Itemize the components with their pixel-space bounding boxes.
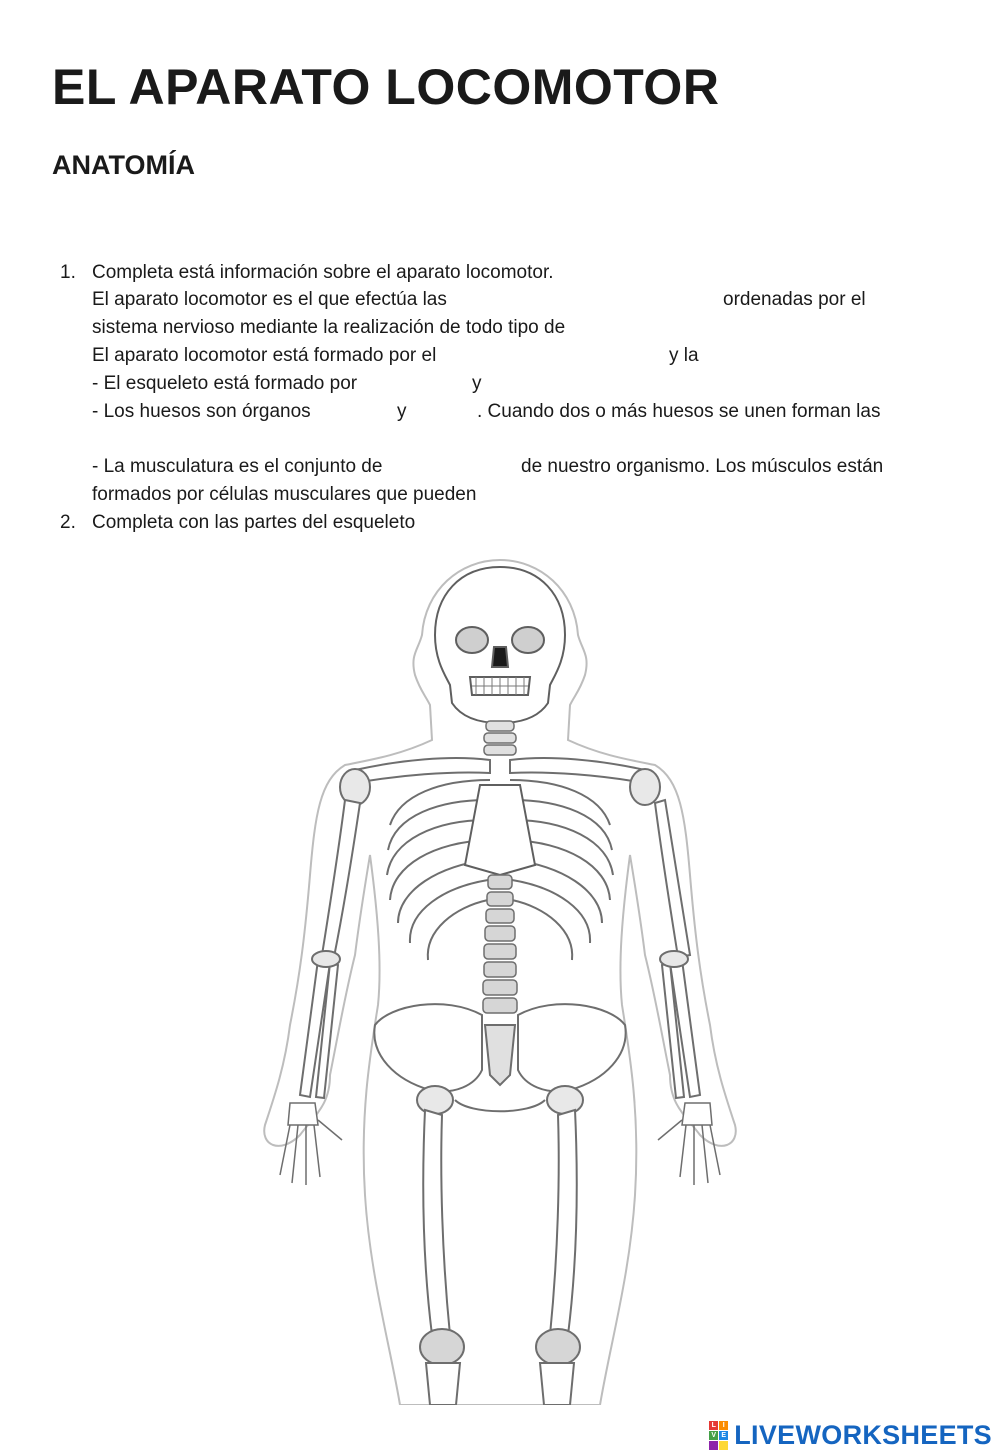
text-line: - La musculatura es el conjunto de bbox=[92, 456, 383, 477]
text-line: y bbox=[397, 401, 407, 422]
brand-logo-icon: L I V E bbox=[709, 1421, 728, 1450]
tibias bbox=[426, 1363, 574, 1405]
cervical-spine bbox=[484, 721, 516, 755]
hand-bones bbox=[280, 1103, 720, 1185]
text-line: sistema nervioso mediante la realización de todo tipo de bbox=[92, 317, 566, 338]
section-title: ANATOMÍA bbox=[52, 150, 195, 180]
skull bbox=[435, 567, 565, 723]
exercise-instruction: Completa con las partes del esqueleto bbox=[92, 512, 416, 533]
text-line: - El esqueleto está formado por bbox=[92, 373, 358, 394]
answer-field-skeleton[interactable] bbox=[495, 344, 664, 370]
text-line: El aparato locomotor es el que efectúa las bbox=[92, 289, 447, 310]
exercise-number: 2. bbox=[60, 512, 76, 533]
page-title: EL APARATO LOCOMOTOR bbox=[52, 59, 720, 115]
text-line: . Cuando dos o más huesos se unen forman las bbox=[477, 401, 881, 422]
answer-field-articulations[interactable] bbox=[92, 428, 276, 454]
footer-brand bbox=[709, 1420, 992, 1450]
text-line: - Los huesos son órganos bbox=[92, 401, 311, 422]
femurs bbox=[420, 1110, 580, 1365]
brand-name[interactable]: LIVEWORKSHEETS bbox=[734, 1419, 992, 1450]
answer-field-joints[interactable] bbox=[490, 372, 644, 398]
answer-field-bone-property-2[interactable] bbox=[415, 400, 477, 426]
text-line: ordenadas por el bbox=[723, 289, 866, 310]
answer-field-type[interactable] bbox=[640, 316, 894, 342]
skeleton-illustration bbox=[260, 555, 740, 1405]
text-line: y la bbox=[669, 345, 699, 366]
answer-field-bone-property-1[interactable] bbox=[338, 400, 394, 426]
text-line: formados por células musculares que pueden bbox=[92, 484, 477, 505]
answer-field-movements[interactable] bbox=[500, 288, 719, 314]
answer-field-musculature[interactable] bbox=[710, 344, 894, 370]
answer-field-muscles[interactable] bbox=[425, 455, 517, 481]
answer-field-contract[interactable] bbox=[535, 483, 739, 509]
text-line: El aparato locomotor está formado por el bbox=[92, 345, 437, 366]
exercise-number: 1. bbox=[60, 262, 76, 283]
text-line: de nuestro organismo. Los músculos están bbox=[521, 456, 884, 477]
text-line: y bbox=[472, 373, 482, 394]
pelvis bbox=[374, 1004, 625, 1114]
exercise-instruction: Completa está información sobre el aparato locomotor. bbox=[92, 262, 554, 283]
spine bbox=[483, 875, 517, 1013]
answer-field-bones[interactable] bbox=[400, 372, 469, 398]
